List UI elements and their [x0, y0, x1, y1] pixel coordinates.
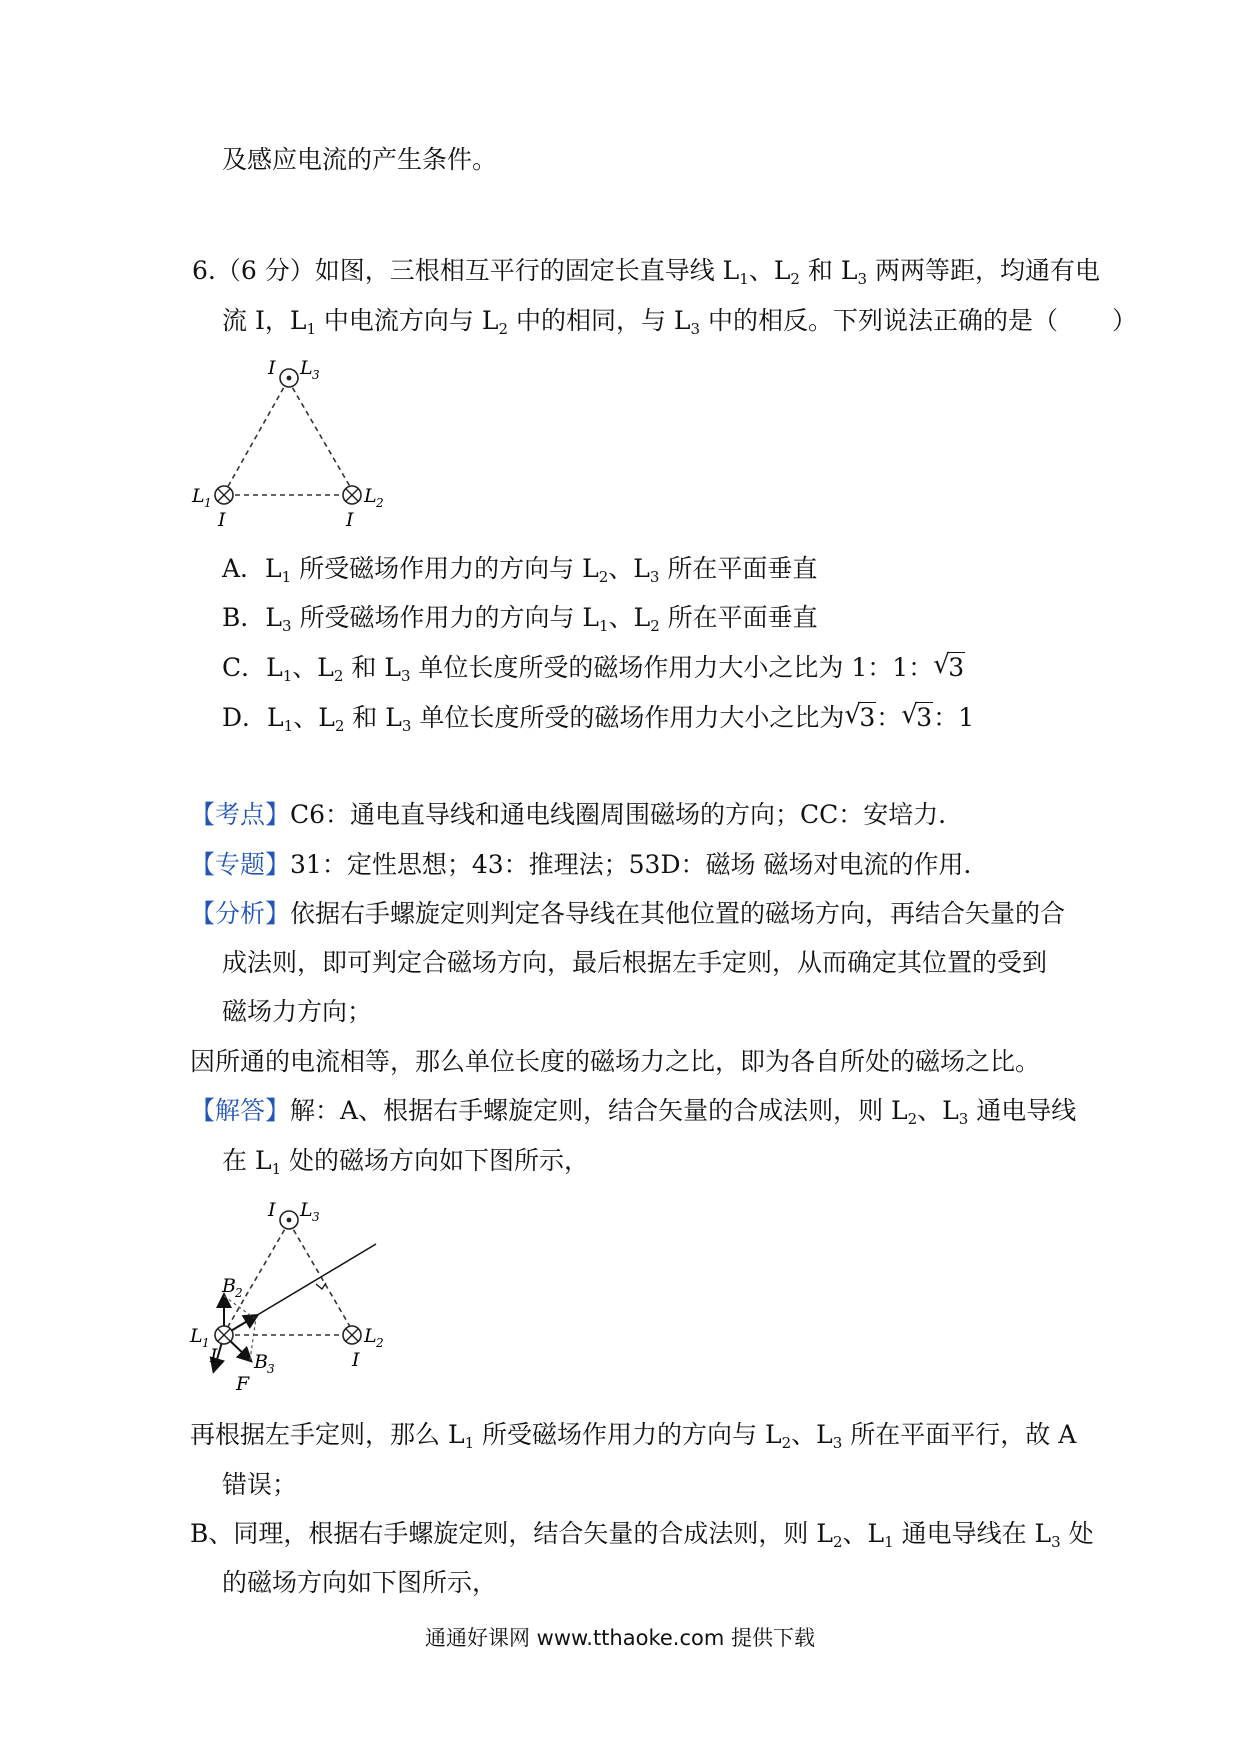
- text: 中的相同，与 L: [508, 306, 691, 335]
- subscript: 2: [333, 667, 344, 685]
- text: 通电导线: [968, 1096, 1077, 1125]
- label-sub: 2: [376, 496, 384, 510]
- label-L1: L: [190, 1325, 203, 1347]
- subscript: 2: [790, 270, 800, 288]
- text: 流 I，L: [222, 306, 307, 335]
- subscript: 2: [781, 1434, 792, 1452]
- text-line: [222, 1566, 497, 1600]
- label-I: I: [218, 509, 226, 531]
- label-F: F: [236, 1373, 250, 1395]
- text: 、L: [917, 1096, 959, 1125]
- text: 再根据左手定则，那么 L: [190, 1420, 465, 1449]
- label-sub: 3: [312, 368, 320, 382]
- text: 、L: [608, 603, 651, 632]
- option-d: [222, 701, 974, 735]
- label-B3: B: [254, 1351, 268, 1373]
- subscript: 3: [832, 1434, 843, 1452]
- text: 和 L: [799, 256, 858, 285]
- section-tag: 【分析】: [190, 899, 291, 928]
- label-I: I: [210, 1345, 218, 1367]
- text-line: [222, 1468, 297, 1502]
- jieda-line: [190, 1094, 1076, 1128]
- section-tag: 【考点】: [190, 800, 291, 829]
- text: ：1: [933, 703, 975, 732]
- label-L1: L: [192, 485, 205, 507]
- text: 因所通的电流相等，那么单位长度的磁场力之比，即为各自所处的磁场之比。: [190, 1047, 1041, 1076]
- sqrt: [933, 651, 965, 685]
- text-line: [222, 946, 1047, 980]
- text: 两两等距，均通有电: [867, 256, 1100, 285]
- question-stem-line1: [192, 254, 1100, 288]
- text: 通电导线在 L: [893, 1519, 1052, 1548]
- text: 处的磁场方向如下图所示，: [281, 1146, 590, 1175]
- subscript: 3: [958, 1110, 969, 1128]
- subscript: 1: [306, 320, 316, 338]
- text: 所受磁场作用力的方向与 L: [291, 554, 599, 583]
- subscript: 1: [282, 667, 293, 685]
- text: 所受磁场作用力的方向与 L: [291, 603, 600, 632]
- text-line: [222, 1144, 589, 1178]
- text: 、L: [293, 703, 335, 732]
- text: ）: [1112, 306, 1138, 335]
- label-L3: L: [300, 1199, 313, 1221]
- subscript: 2: [650, 617, 660, 635]
- label-L2: L: [364, 1325, 377, 1347]
- text: B．L: [222, 603, 282, 632]
- radicand: 3: [916, 703, 933, 732]
- subscript: 1: [464, 1434, 475, 1452]
- radicand: 3: [859, 703, 876, 732]
- label-I: I: [268, 1199, 276, 1221]
- text: 依据右手螺旋定则判定各导线在其他位置的磁场方向，再结合矢量的合: [290, 899, 1066, 928]
- kaodian-line: [190, 798, 963, 832]
- subscript: 1: [599, 617, 609, 635]
- text-line: [222, 995, 372, 1029]
- subscript: 3: [1051, 1533, 1061, 1551]
- text: B、同理，根据右手螺旋定则，结合矢量的合成法则，则 L: [190, 1519, 833, 1548]
- text: 错误；: [222, 1470, 298, 1499]
- text: 、L: [748, 256, 791, 285]
- text: D．L: [222, 703, 284, 732]
- text: 成法则，即可判定合磁场方向，最后根据左手定则，从而确定其位置的受到: [222, 948, 1048, 977]
- text: 处: [1060, 1519, 1094, 1548]
- sqrt: [901, 701, 933, 735]
- page-footer: 通通好课网 www.tthaoke.com 提供下载: [425, 1626, 815, 1650]
- subscript: 3: [400, 667, 411, 685]
- subscript: 1: [283, 717, 294, 735]
- subscript: 3: [281, 617, 292, 635]
- label-I: I: [268, 358, 276, 379]
- text: 单位长度所受的磁场作用力大小之比为: [411, 703, 845, 732]
- label-B2: B: [222, 1275, 236, 1297]
- text: 、L: [292, 653, 334, 682]
- text: C．L: [222, 653, 283, 682]
- text-line: [222, 143, 497, 177]
- wire-into-page-icon: [215, 1326, 233, 1344]
- section-tag: 【专题】: [190, 850, 291, 879]
- subscript: 1: [271, 1160, 282, 1178]
- wire-into-page-icon: [343, 486, 361, 504]
- figure-three-wires: [188, 358, 398, 542]
- label-sub: 3: [267, 1362, 275, 1376]
- subscript: 2: [907, 1110, 918, 1128]
- option-a: [222, 552, 817, 586]
- subscript: 1: [281, 568, 292, 586]
- label-sub: 3: [312, 1210, 320, 1224]
- dashed-edge: [288, 380, 352, 490]
- text: A．L: [222, 554, 282, 583]
- sqrt: [844, 701, 876, 735]
- text: 和 L: [344, 703, 402, 732]
- text: 所在平面平行，故 A: [842, 1420, 1077, 1449]
- subscript: 1: [739, 270, 749, 288]
- label-I: I: [346, 509, 354, 531]
- label-sub: 2: [235, 1286, 243, 1300]
- subscript: 3: [649, 568, 660, 586]
- text: 在 L: [222, 1146, 272, 1175]
- subscript: 1: [884, 1533, 894, 1551]
- label-sub: 2: [376, 1336, 384, 1350]
- dashed-edge: [226, 380, 288, 490]
- text: 和 L: [343, 653, 401, 682]
- text: 中的相反。下列说法正确的是（: [700, 306, 1059, 335]
- question-stem-line2: [222, 304, 1137, 338]
- label-sub: 1: [204, 496, 212, 510]
- subscript: 3: [690, 320, 701, 338]
- text: ：: [876, 703, 902, 732]
- text: 31：定性思想；43：推理法；53D：磁场 磁场对电流的作用．: [290, 850, 989, 879]
- wire-into-page-icon: [343, 1326, 361, 1344]
- subscript: 2: [598, 568, 609, 586]
- wire-into-page-icon: [215, 486, 233, 504]
- section-tag: 【解答】: [190, 1096, 291, 1125]
- option-c: [222, 651, 965, 685]
- wire-out-of-page-icon: [280, 1211, 298, 1229]
- subscript: 3: [857, 270, 868, 288]
- text: 及感应电流的产生条件。: [222, 145, 498, 174]
- subscript: 2: [832, 1533, 843, 1551]
- subscript: 2: [334, 717, 345, 735]
- option-b: [222, 601, 818, 635]
- text: 所在平面垂直: [659, 554, 818, 583]
- text: 磁场力方向；: [222, 997, 373, 1026]
- label-L2: L: [364, 485, 377, 507]
- text-line: [190, 1045, 1040, 1079]
- subscript: 2: [498, 320, 509, 338]
- radicand: 3: [948, 653, 965, 682]
- text: C6：通电直导线和通电线圈周围磁场的方向；CC：安培力．: [290, 800, 964, 829]
- text: 6.（6 分）如图，三根相互平行的固定长直导线 L: [192, 256, 740, 285]
- fenxi-line: [190, 897, 1065, 931]
- text: 、L: [791, 1420, 833, 1449]
- label-sub: 1: [202, 1336, 210, 1350]
- text: 、L: [608, 554, 650, 583]
- wire-out-of-page-icon: [280, 369, 298, 387]
- text: 解：A、根据右手螺旋定则，结合矢量的合成法则，则 L: [290, 1096, 908, 1125]
- right-angle-mark: [316, 1283, 326, 1289]
- figure-field-at-L1: [188, 1196, 398, 1400]
- text: 单位长度所受的磁场作用力大小之比为 1：1：: [410, 653, 934, 682]
- text: 中电流方向与 L: [315, 306, 499, 335]
- label-I: I: [352, 1349, 360, 1371]
- subscript: 3: [401, 717, 412, 735]
- text: 所受磁场作用力的方向与 L: [474, 1420, 782, 1449]
- zhuanti-line: [190, 848, 988, 882]
- dashed-edge: [289, 1222, 352, 1330]
- label-L3: L: [300, 358, 313, 379]
- text-line: [190, 1517, 1094, 1551]
- text: 、L: [842, 1519, 885, 1548]
- text: 所在平面垂直: [659, 603, 818, 632]
- text-line: [190, 1418, 1076, 1452]
- text: 的磁场方向如下图所示，: [222, 1568, 498, 1597]
